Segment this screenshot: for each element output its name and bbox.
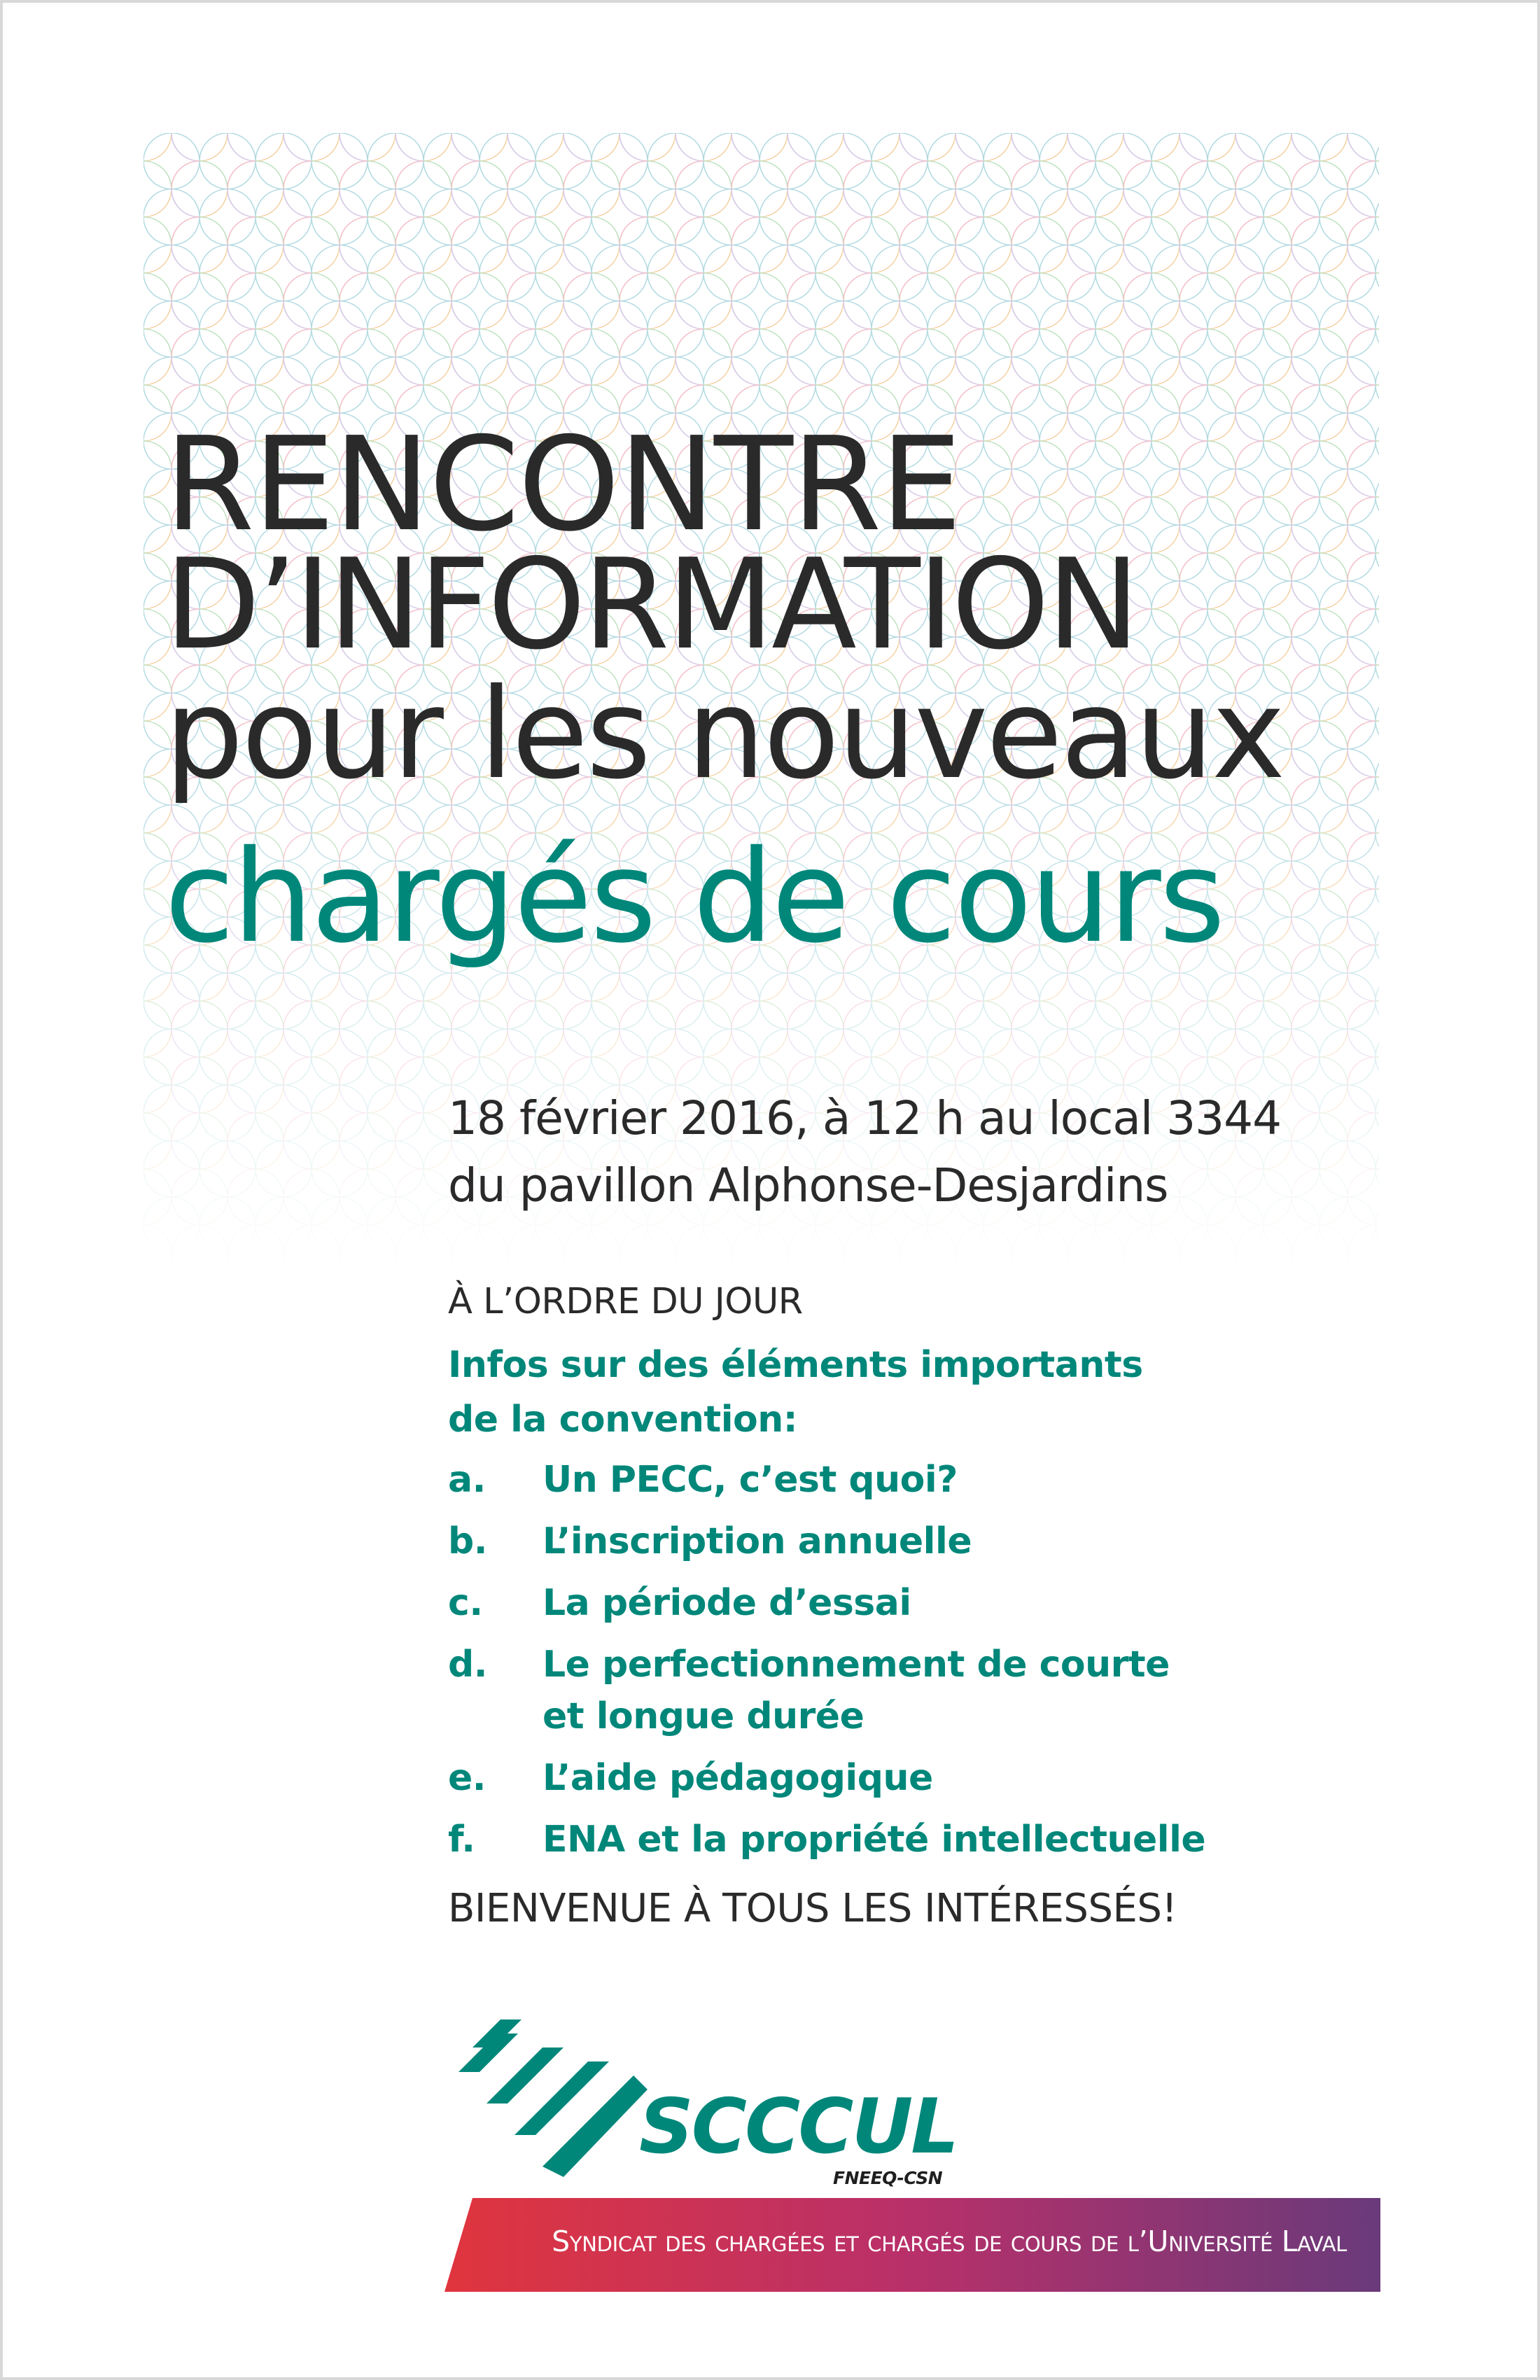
welcome-message: BIENVENUE À TOUS LES INTÉRESSÉS! xyxy=(448,1886,1177,1931)
agenda-item xyxy=(448,1752,1386,1804)
agenda-item-text: La période d’essai xyxy=(542,1582,911,1624)
scccul-logo xyxy=(458,2005,976,2188)
headline-line-1: RENCONTRE xyxy=(164,409,961,560)
agenda-intro-text: Infos sur des éléments importants de la convention: xyxy=(448,1344,1143,1441)
agenda xyxy=(448,1278,1386,1937)
agenda-item xyxy=(448,1516,1386,1567)
agenda-item-text: L’inscription annuelle xyxy=(542,1520,972,1562)
agenda-item-letter: b. xyxy=(448,1520,487,1562)
footer-banner xyxy=(444,2198,1380,2292)
event-date: 18 février 2016, à 12 h au local 3344 xyxy=(448,1091,1282,1145)
agenda-item xyxy=(448,1577,1386,1629)
logo-name: SCCCUL xyxy=(639,2083,958,2171)
agenda-item xyxy=(448,1639,1386,1742)
event-location: du pavillon Alphonse-Desjardins xyxy=(448,1158,1168,1212)
agenda-title: À L’ORDRE DU JOUR xyxy=(448,1281,803,1322)
agenda-item-letter: d. xyxy=(448,1644,487,1686)
event-details xyxy=(448,1085,1386,1219)
agenda-item-letter: a. xyxy=(448,1459,486,1501)
agenda-item-text: Le perfectionnement de courte et longue durée xyxy=(542,1644,1170,1737)
agenda-intro xyxy=(448,1338,1386,1447)
agenda-item-text: L’aide pédagogique xyxy=(542,1757,933,1799)
agenda-item-letter: c. xyxy=(448,1582,483,1624)
logo-affiliation: FNEEQ-CSN xyxy=(833,2168,943,2188)
headline-line-2: D’INFORMATION xyxy=(164,532,1138,677)
agenda-item-letter: f. xyxy=(448,1819,475,1861)
headline-line-3: pour les nouveaux xyxy=(164,662,1284,806)
agenda-item xyxy=(448,1454,1386,1506)
agenda-list xyxy=(448,1454,1386,1865)
agenda-item-text: ENA et la propriété intellectuelle xyxy=(542,1819,1206,1861)
logo-stripes-icon xyxy=(458,2005,648,2180)
agenda-item-text: Un PECC, c’est quoi? xyxy=(542,1459,958,1501)
banner-text: Syndicat des chargées et chargés de cours de l’Université Laval xyxy=(552,2225,1347,2258)
headline-line-4: chargés de cours xyxy=(164,822,1224,971)
agenda-item-letter: e. xyxy=(448,1757,486,1799)
agenda-item xyxy=(448,1814,1386,1865)
